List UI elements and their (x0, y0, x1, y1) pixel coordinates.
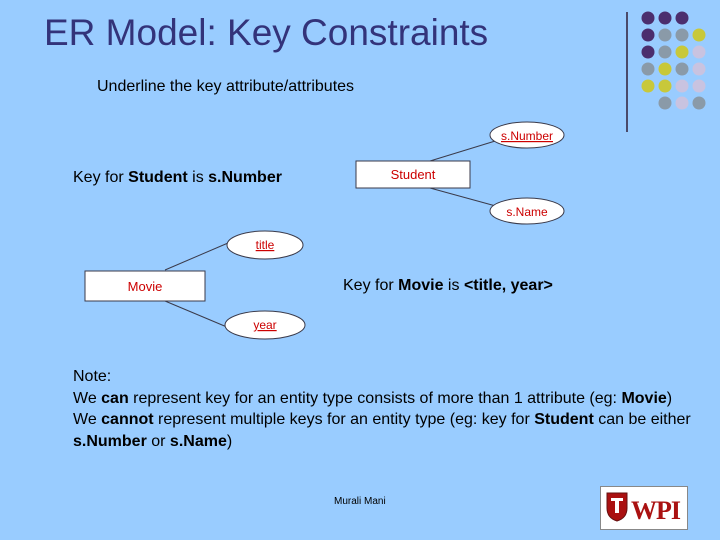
wpi-logo (600, 486, 688, 530)
logo-wordmark: WPI (631, 496, 680, 525)
edge-movie-title (165, 240, 235, 270)
statement-prefix: Key for (343, 277, 399, 294)
title-attribute-label: title (255, 238, 275, 252)
note-emphasis: Student (534, 411, 594, 428)
student-entity-label: Student (390, 167, 436, 182)
note-heading: Note: (73, 368, 112, 385)
note-emphasis: s.Name (169, 432, 227, 450)
snumber-attribute-label: s.Number (500, 129, 554, 143)
note-line-2 (73, 409, 693, 452)
statement-prefix: Key for (73, 169, 129, 186)
shield-icon (606, 492, 628, 522)
note-block (73, 366, 693, 452)
edge-student-sname (430, 188, 503, 208)
note-emphasis: can (101, 389, 129, 407)
statement-middle: is (187, 169, 209, 186)
slide-title: ER Model: Key Constraints (44, 12, 489, 53)
footer-author: Murali Mani (334, 496, 386, 507)
statement-middle: is (443, 277, 464, 294)
sname-attribute-label: s.Name (506, 205, 548, 219)
note-text: or (146, 432, 170, 450)
movie-entity-label: Movie (127, 279, 163, 294)
note-emphasis: cannot (101, 411, 154, 428)
edge-movie-year (165, 301, 234, 330)
note-text: represent multiple keys for an entity type (eg: key for (153, 411, 535, 428)
note-text: We (73, 411, 102, 428)
movie-er-group (85, 231, 305, 339)
note-emphasis: s.Number (73, 432, 147, 450)
statement-key: <title, year> (463, 277, 553, 294)
statement-entity: Movie (398, 277, 444, 294)
note-line-1 (73, 388, 693, 410)
note-text: represent key for an entity type consists of more than 1 attribute (eg: (128, 389, 622, 407)
edge-student-snumber (430, 138, 505, 161)
note-text: We (73, 389, 102, 407)
note-emphasis: Movie (621, 389, 667, 407)
note-text: can be either (593, 411, 691, 428)
slide-subtitle: Underline the key attribute/attributes (97, 78, 355, 95)
note-text: ) (666, 389, 673, 407)
note-text: ) (226, 432, 233, 450)
student-er-group (356, 122, 564, 224)
statement-entity: Student (128, 169, 188, 186)
year-attribute-label: year (253, 318, 277, 332)
statement-key: s.Number (208, 169, 282, 186)
